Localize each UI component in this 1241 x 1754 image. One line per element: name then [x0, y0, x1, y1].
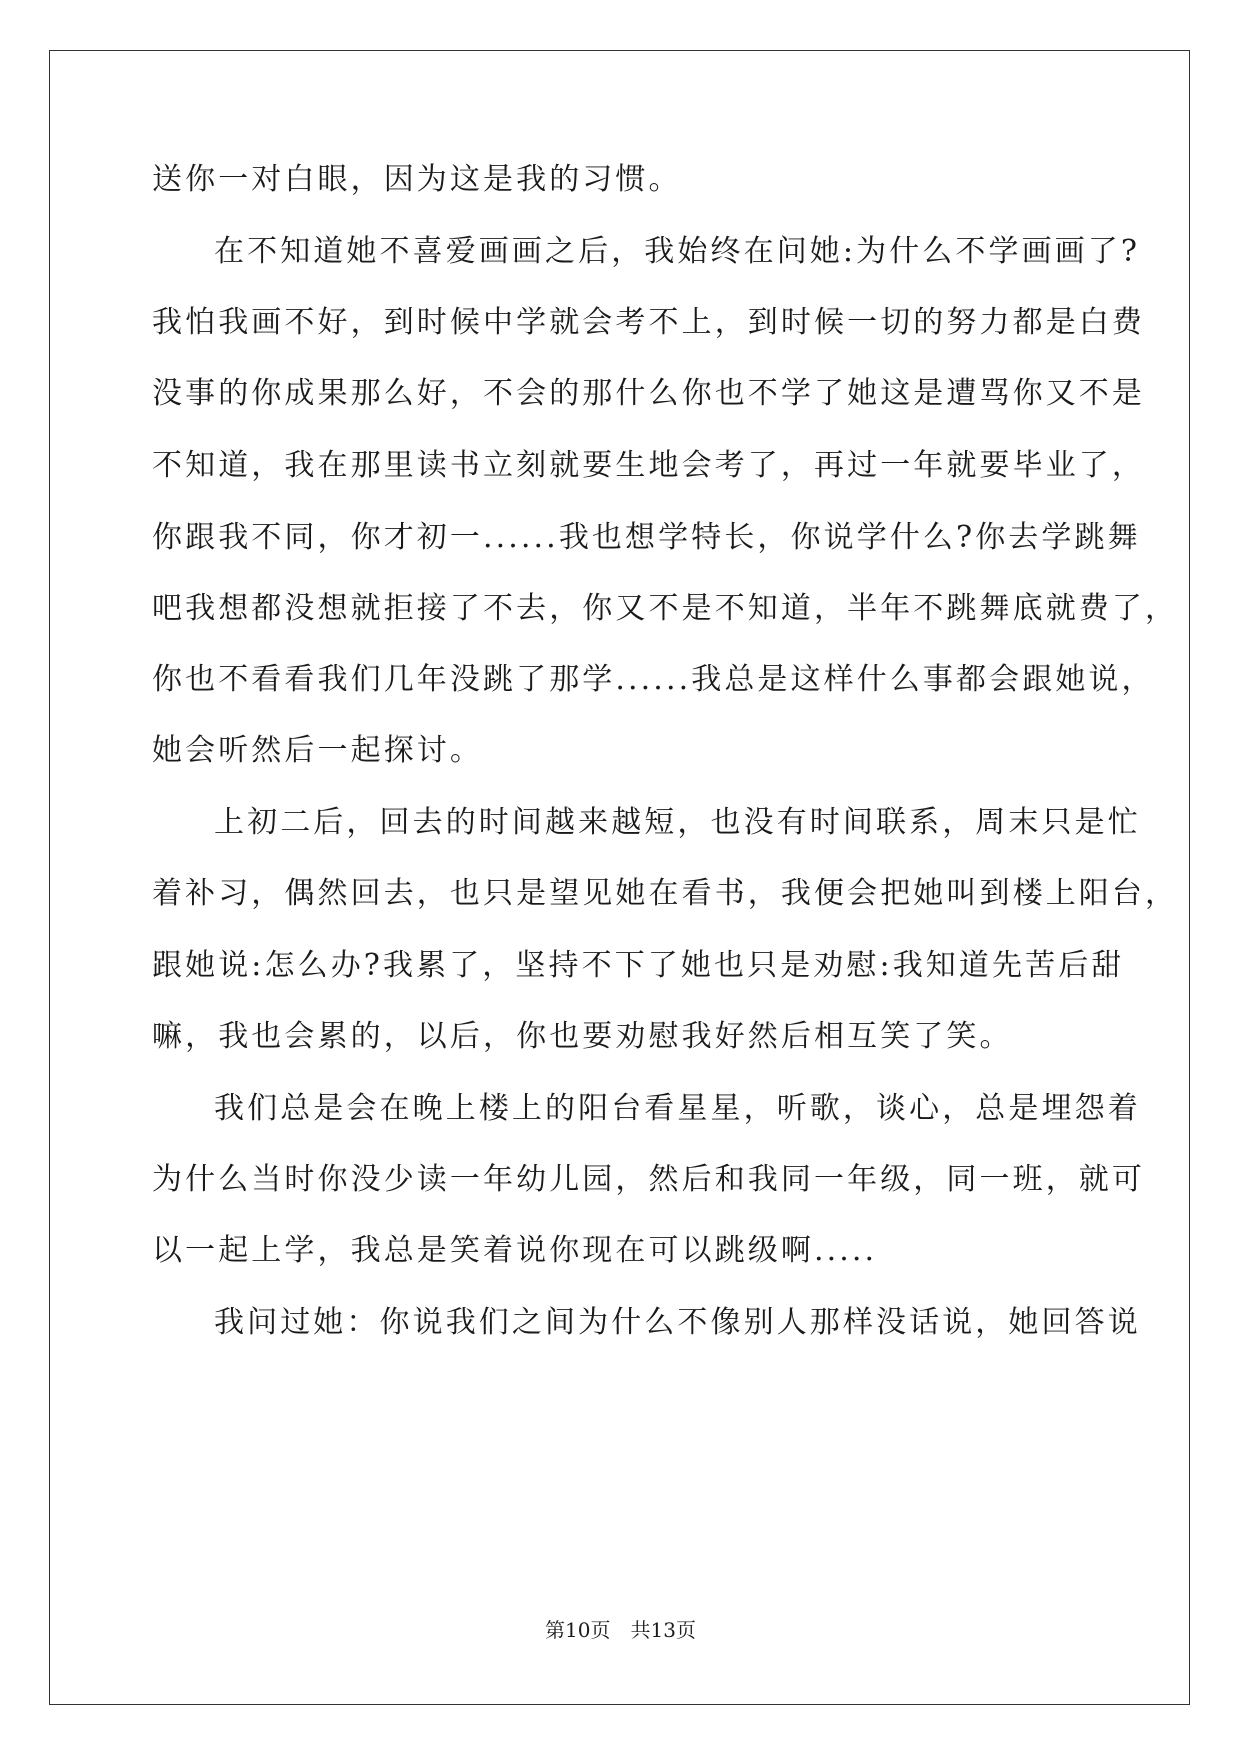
text-line: 送你一对白眼，因为这是我的习惯。	[152, 162, 682, 197]
text-line: 她会听然后一起探讨。	[152, 733, 483, 768]
paragraph-start-line: 我们总是会在晚上楼上的阳台看星星，听歌，谈心，总是埋怨着	[214, 1091, 1141, 1126]
page-number-footer: 第10页 共13页	[545, 1618, 696, 1642]
paragraph-start-line: 我问过她：你说我们之间为什么不像别人那样没话说，她回答说	[214, 1305, 1141, 1340]
text-line: 你跟我不同，你才初一......我也想学特长，你说学什么?你去学跳舞	[152, 520, 1141, 555]
text-line: 嘛，我也会累的，以后，你也要劝慰我好然后相互笑了笑。	[152, 1019, 1013, 1054]
paragraph-start-line: 上初二后，回去的时间越来越短，也没有时间联系，周末只是忙	[214, 805, 1141, 840]
text-line: 跟她说:怎么办?我累了，坚持不下了她也只是劝慰:我知道先苦后甜	[152, 948, 1125, 983]
text-line: 以一起上学，我总是笑着说你现在可以跳级啊.....	[152, 1233, 878, 1268]
text-line: 不知道，我在那里读书立刻就要生地会考了，再过一年就要毕业了，	[152, 448, 1145, 483]
text-line: 吧我想都没想就拒接了不去，你又不是不知道，半年不跳舞底就费了，	[152, 591, 1179, 626]
text-line: 你也不看看我们几年没跳了那学......我总是这样什么事都会跟她说，	[152, 662, 1155, 697]
text-line: 着补习，偶然回去，也只是望见她在看书，我便会把她叫到楼上阳台，	[152, 876, 1179, 911]
text-line: 我怕我画不好，到时候中学就会考不上，到时候一切的努力都是白费	[152, 305, 1145, 340]
text-line: 没事的你成果那么好，不会的那什么你也不学了她这是遭骂你又不是	[152, 376, 1145, 411]
paragraph-start-line: 在不知道她不喜爱画画之后，我始终在问她:为什么不学画画了?	[214, 234, 1141, 269]
text-line: 为什么当时你没少读一年幼儿园，然后和我同一年级，同一班，就可	[152, 1162, 1145, 1197]
